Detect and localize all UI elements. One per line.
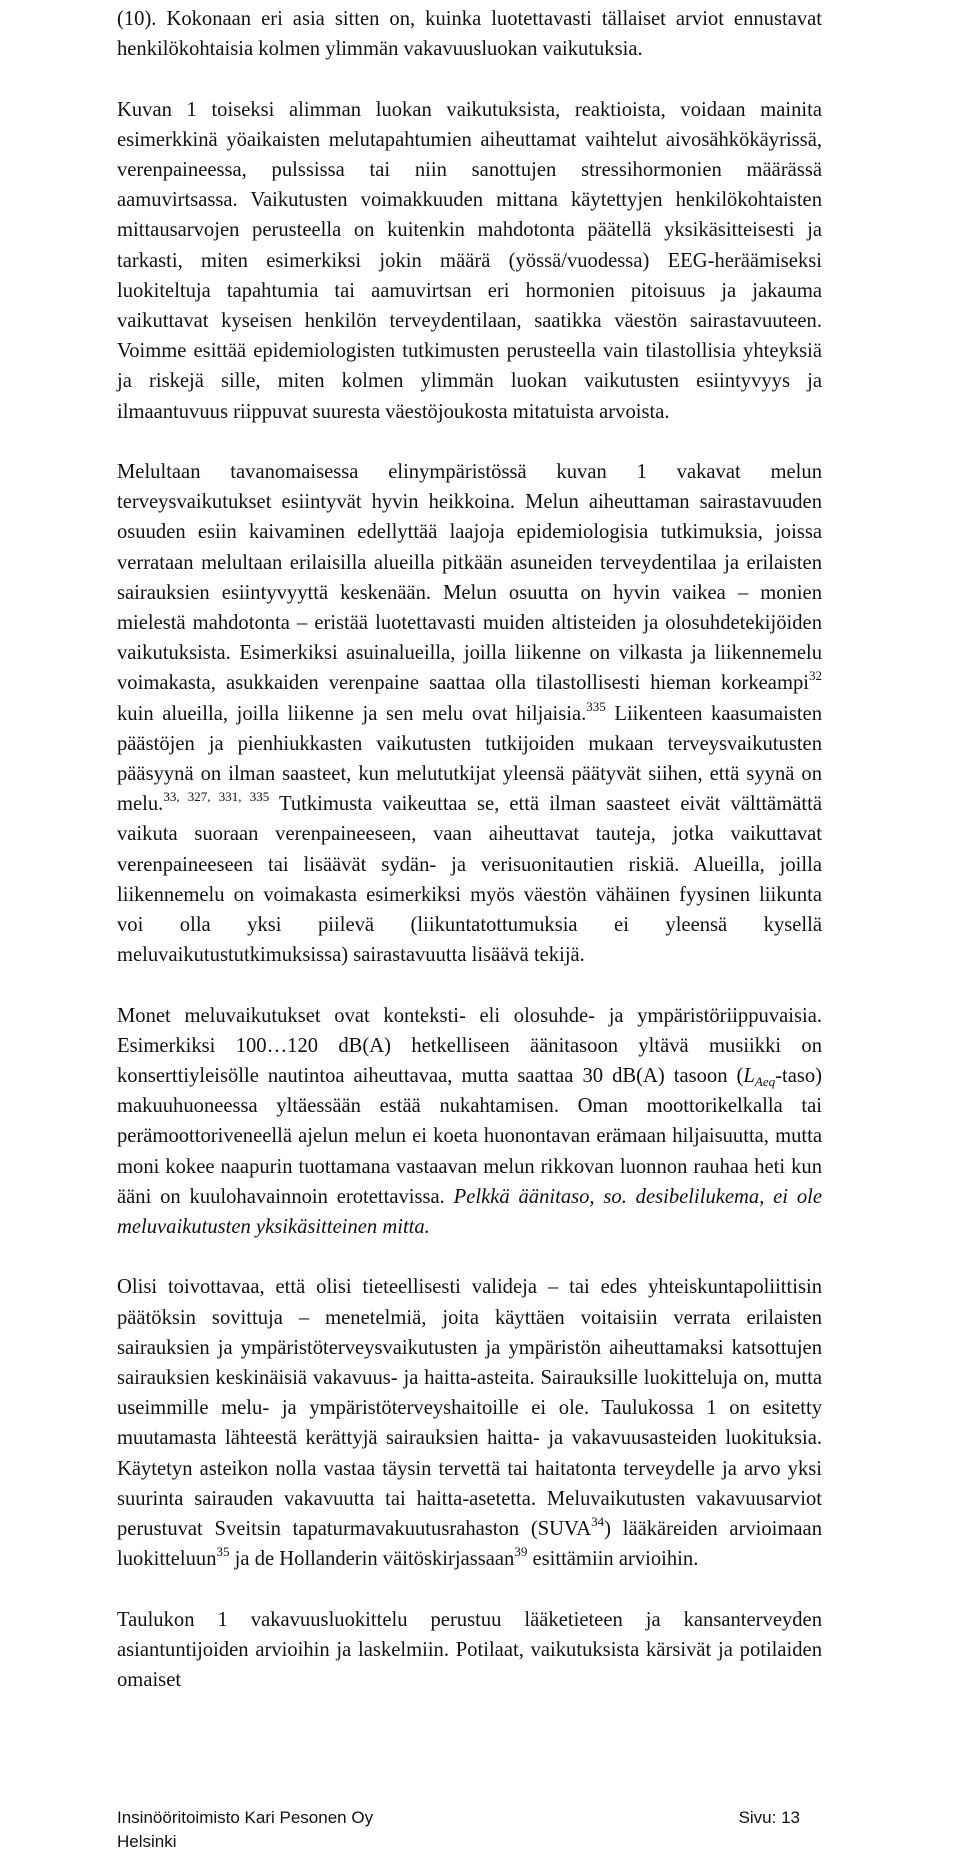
paragraph-3-text-c: Liikenteen kaasumaisten päästöjen ja pienhiukkasten vaikutusten tutkijoiden mukaan terveysvaikutusten pääsyynä on ilman saasteet, kun melututkijat yleensä päätyvät siihen, että syynä on melu. — [117, 702, 822, 816]
footer-page-number: Sivu: 13 — [738, 1808, 800, 1827]
footer-row — [117, 1806, 800, 1830]
footnote-ref-33-327-331-335: 33, 327, 331, 335 — [163, 789, 270, 805]
paragraph-4-italic: Pelkkä äänitaso, so. desibelilukema, ei ole meluvaikutusten yksikäsitteinen mitta. — [117, 1185, 822, 1239]
page-footer — [117, 1806, 800, 1854]
symbol-l: L — [743, 1065, 755, 1088]
footnote-ref-35: 35 — [216, 1544, 230, 1560]
paragraph-5-text-a: Olisi toivottavaa, että olisi tieteellisesti valideja – tai edes yhteiskuntapoliittisin päätöksin sovittuja – menetelmiä, joita käyttäen voitaisiin verrata erilaisten sairauksien ja ympäristöterveysvaikutusten ja ympäristön aiheuttamaksi katsottujen sairauksien keskinäisiä vakavuus- ja haitta-asteita. Sairauksille luokitteluja on, mutta useimmille melu- ja ympäristöterveyshaitoille ei ole. Taulukossa 1 on esitetty muutamasta lähteestä kerättyjä sairauksien haitta- ja vakavuusasteiden luokituksia. Käytetyn asteikon nolla vastaa täysin tervettä tai haitatonta terveydelle ja arvo yksi suurinta sairauden vakavuutta tai haitta-asetetta. Meluvaikutusten vakavuusarviot perustuvat Sveitsin tapaturmavakuutusrahaston (SUVA — [117, 1276, 822, 1541]
paragraph-5-text-b: ) lääkäreiden arvioimaan luokitteluun — [117, 1518, 822, 1571]
paragraph-5-text-d: esittämiin arvioihin. — [527, 1548, 699, 1571]
symbol-l-aeq — [743, 1065, 776, 1090]
footnote-ref-39: 39 — [514, 1544, 528, 1560]
paragraph-5-text-c: ja de Hollanderin väitöskirjassaan — [229, 1548, 515, 1571]
symbol-aeq-subscript: Aeq — [754, 1074, 776, 1090]
paragraph-3-text-a: Melultaan tavanomaisessa elinympäristössä kuvan 1 vakavat melun terveysvaikutukset esiintyvät hyvin heikkoina. Melun aiheuttaman sairastavuuden osuuden esiin kaivaminen edellyttää laajoja epidemiologisia tutkimuksia, joissa verrataan melultaan erilaisilla alueilla pitkään asuneiden terveydentilaa ja erilaisten sairauksien esiintyvyyttä keskenään. Melun osuutta on hyvin vaikea – monien mielestä mahdotonta – eristää luotettavasti muiden altisteiden ja olosuhdetekijöiden vaikutuksista. Esimerkiksi asuinalueilla, joilla liikenne on vilkasta ja liikennemelu voimakasta, asukkaiden verenpaine saattaa olla tilastollisesti hieman korkeampi — [117, 461, 822, 695]
footnote-ref-32: 32 — [809, 668, 822, 684]
paragraph-6: Taulukon 1 vakavuusluokittelu perustuu lääketieteen ja kansanterveyden asiantuntijoiden arvioihin ja laskelmiin. Potilaat, vaikutuksista kärsivät ja potilaiden omaiset — [117, 1608, 822, 1692]
paragraph-5 — [117, 1272, 822, 1574]
paragraph-3-text-b: kuin alueilla, joilla liikenne ja sen melu ovat hiljaisia. — [117, 702, 587, 725]
paragraph-1: (10). Kokonaan eri asia sitten on, kuinka luotettavasti tällaiset arviot ennustavat henkilökohtaisia kolmen ylimmän vakavuusluokan vaikutuksia. — [117, 8, 822, 61]
paragraph-3-text-d: Tutkimusta vaikeuttaa se, että ilman saasteet eivät välttämättä vaikuta suoraan verenpaineeseen, vaan aiheuttavat tauteja, jotka vaikuttavat verenpaineeseen tai lisäävät sydän- ja verisuonitautien riskiä. Alueilla, joilla liikennemelu on voimakasta esimerkiksi myös väestön vähäinen fyysinen liikunta voi olla yksi piilevä (liikuntatottumuksia ei yleensä kysellä meluvaikutustutkimuksissa) sairastavuutta lisäävä tekijä. — [117, 793, 823, 967]
paragraph-3 — [117, 457, 822, 970]
paragraph-4 — [117, 1001, 822, 1243]
paragraph-2: Kuvan 1 toiseksi alimman luokan vaikutuksista, reaktioista, voidaan mainita esimerkkinä yöaikaisten melutapahtumien aiheuttamat vaihtelut aivosähkökäyrissä, verenpaineessa, pulssissa tai niin sanottujen stressihormonien määrässä aamuvirtsassa. Vaikutusten voimakkuuden mittana käytettyjen henkilökohtaisten mittausarvojen perusteella on kuitenkin mahdotonta päätellä yksikäsitteisesti ja tarkasti, miten esimerkiksi jokin määrä (yössä/vuodessa) EEG-heräämiseksi luokiteltuja tapahtumia tai aamuvirtsan eri hormonien pitoisuus ja jakauma vaikuttavat kyseisen henkilön terveydentilaan, saatikka väestön sairastavuuteen. Voimme esittää epidemiologisten tutkimusten perusteella vain tilastollisia yhteyksiä ja riskejä sille, miten kolmen ylimmän luokan vaikutusten esiintyvyys ja ilmaantuvuus riippuvat suuresta väestöjoukosta mitatuista arvoista. — [117, 98, 822, 423]
footnote-ref-335: 335 — [586, 698, 606, 714]
paragraph-4-text-a: Monet meluvaikutukset ovat konteksti- eli olosuhde- ja ympäristöriippuvaisia. Esimerkiksi 100…120 dB(A) hetkelliseen äänitasoon yltävä musiikki on konserttiyleisölle nautintoa aiheuttavaa, mutta saattaa 30 dB(A) tasoon ( — [117, 1004, 822, 1088]
footnote-ref-34: 34 — [591, 1514, 605, 1530]
footer-company: Insinööritoimisto Kari Pesonen Oy — [117, 1808, 374, 1827]
paragraph-4-text-b: -taso) makuuhuoneessa yltäessään estää nukahtamisen. Oman moottorikelkalla tai perämoottoriveneellä ajelun melun ei koeta huonontavan erämaan hiljaisuutta, mutta moni kokee naapurin tuottamana vastaavan melun rikkovan luonnon rauhaa heti kun ääni on kuulohavainnoin erotettavissa. — [117, 1065, 822, 1208]
footer-city: Helsinki — [117, 1832, 177, 1851]
